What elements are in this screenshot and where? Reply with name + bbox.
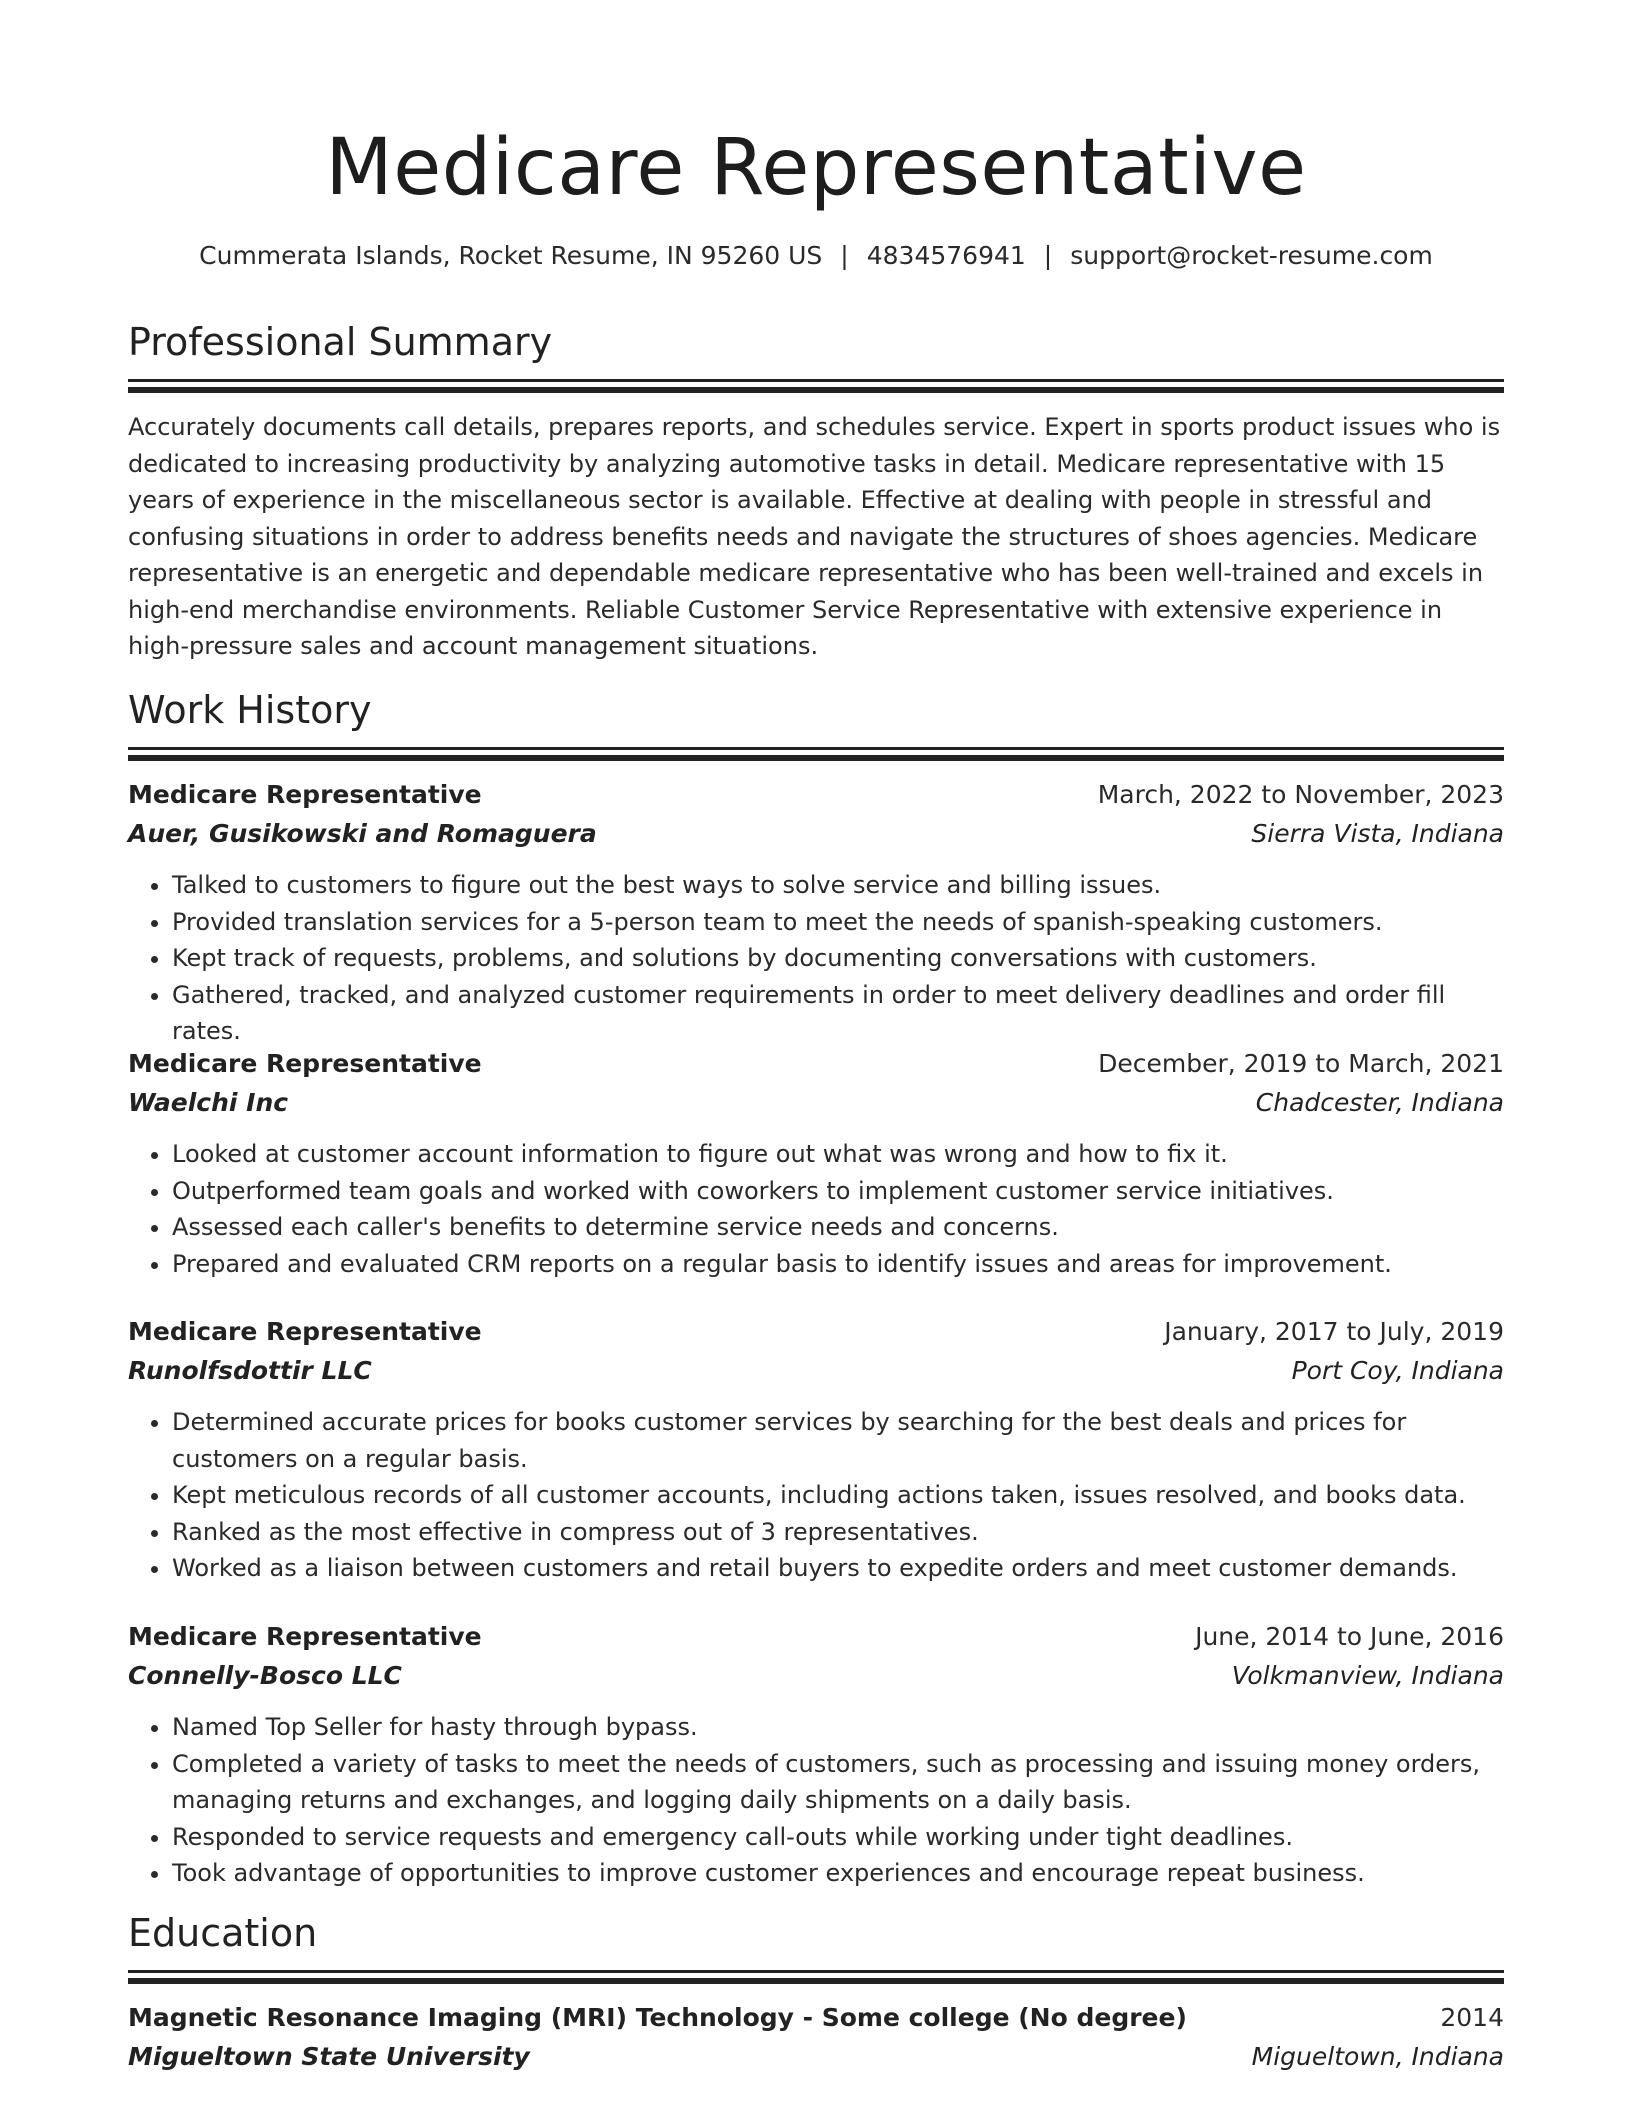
section-heading-summary: Professional Summary [128, 320, 553, 364]
section-heading-education: Education [128, 1911, 318, 1955]
education-year: 2014 [1440, 2003, 1504, 2032]
job-title: Medicare Representative [128, 780, 482, 809]
contact-email: support@rocket-resume.com [1070, 241, 1433, 270]
job-dates: January, 2017 to July, 2019 [1164, 1317, 1504, 1346]
job-company: Connelly-Bosco LLC [128, 1661, 402, 1690]
contact-line [128, 238, 1504, 274]
job-location: Volkmanview, Indiana [1231, 1661, 1504, 1690]
education-section [128, 1908, 1504, 1984]
job-entry [128, 775, 1504, 1050]
candidate-name: Medicare Representative [325, 123, 1307, 213]
job-location: Sierra Vista, Indiana [1251, 819, 1504, 848]
education-degree: Magnetic Resonance Imaging (MRI) Technology - Some college (No degree) [128, 2003, 1187, 2032]
section-divider [128, 747, 1504, 750]
list-item: • Named Top Seller for hasty through bypass. [172, 1709, 1504, 1746]
education-entry [128, 1998, 1504, 2076]
job-company: Auer, Gusikowski and Romaguera [128, 819, 597, 848]
job-location: Port Coy, Indiana [1291, 1356, 1504, 1385]
job-bullets [128, 867, 1504, 1050]
job-entry [128, 1312, 1504, 1587]
list-item: • Outperformed team goals and worked with coworkers to implement customer service initiatives. [172, 1173, 1504, 1210]
work-history-section [128, 685, 1504, 761]
section-divider [128, 755, 1504, 761]
list-item: • Talked to customers to figure out the best ways to solve service and billing issues. [172, 867, 1504, 904]
section-divider [128, 1978, 1504, 1984]
list-item: • Ranked as the most effective in compress out of 3 representatives. [172, 1514, 1504, 1551]
list-item: • Looked at customer account information to figure out what was wrong and how to fix it. [172, 1136, 1504, 1173]
job-company: Runolfsdottir LLC [128, 1356, 372, 1385]
contact-phone: 4834576941 [866, 241, 1026, 270]
job-title: Medicare Representative [128, 1622, 482, 1651]
list-item: • Kept meticulous records of all customer accounts, including actions taken, issues resolved, and books data. [172, 1477, 1504, 1514]
list-item: • Worked as a liaison between customers and retail buyers to expedite orders and meet customer demands. [172, 1550, 1504, 1587]
list-item: • Provided translation services for a 5-person team to meet the needs of spanish-speaking customers. [172, 904, 1504, 941]
contact-separator: | [1043, 241, 1053, 270]
contact-address: Cummerata Islands, Rocket Resume, IN 95260 US [199, 241, 823, 270]
job-bullets [128, 1404, 1504, 1587]
summary-section [128, 317, 1504, 665]
section-divider [128, 379, 1504, 382]
list-item: • Completed a variety of tasks to meet the needs of customers, such as processing and issuing money orders, managing returns and exchanges, and logging daily shipments on a daily basis. [172, 1746, 1504, 1819]
section-divider [128, 387, 1504, 393]
job-title: Medicare Representative [128, 1317, 482, 1346]
contact-separator: | [840, 241, 849, 270]
job-location: Chadcester, Indiana [1255, 1088, 1504, 1117]
job-bullets [128, 1709, 1504, 1892]
job-company: Waelchi Inc [128, 1088, 289, 1117]
job-dates: March, 2022 to November, 2023 [1097, 780, 1504, 809]
list-item: • Responded to service requests and emergency call-outs while working under tight deadlines. [172, 1819, 1504, 1856]
education-location: Migueltown, Indiana [1251, 2042, 1504, 2071]
job-dates: December, 2019 to March, 2021 [1098, 1049, 1504, 1078]
list-item: • Gathered, tracked, and analyzed customer requirements in order to meet delivery deadlines and order fill rates. [172, 977, 1504, 1050]
section-divider [128, 1970, 1504, 1973]
education-school: Migueltown State University [128, 2042, 530, 2071]
list-item: • Determined accurate prices for books customer services by searching for the best deals and prices for customers on a regular basis. [172, 1404, 1504, 1477]
job-bullets [128, 1136, 1504, 1282]
list-item: • Assessed each caller's benefits to determine service needs and concerns. [172, 1209, 1504, 1246]
job-title: Medicare Representative [128, 1049, 482, 1078]
job-entry [128, 1617, 1504, 1892]
list-item: • Kept track of requests, problems, and solutions by documenting conversations with customers. [172, 940, 1504, 977]
list-item: • Took advantage of opportunities to improve customer experiences and encourage repeat business. [172, 1855, 1504, 1892]
job-dates: June, 2014 to June, 2016 [1195, 1622, 1504, 1651]
section-heading-work-history: Work History [128, 688, 372, 732]
summary-text: Accurately documents call details, prepares reports, and schedules service. Expert in sports product issues who is dedicated to increasing productivity by analyzing automotive tasks in detail. Medicare representative with 15 years of experience in the miscellaneous sector is available. Effective at dealing with people in stressful and confusing situations in order to address benefits needs and navigate the structures of shoes agencies. Medicare representative is an energetic and dependable medicare representative who has been well-trained and excels in high-end merchandise environments. Reliable Customer Service Representative with extensive experience in high-pressure sales and account management situations. [128, 413, 1501, 660]
list-item: • Prepared and evaluated CRM reports on a regular basis to identify issues and areas for improvement. [172, 1246, 1504, 1283]
job-entry [128, 1044, 1504, 1282]
